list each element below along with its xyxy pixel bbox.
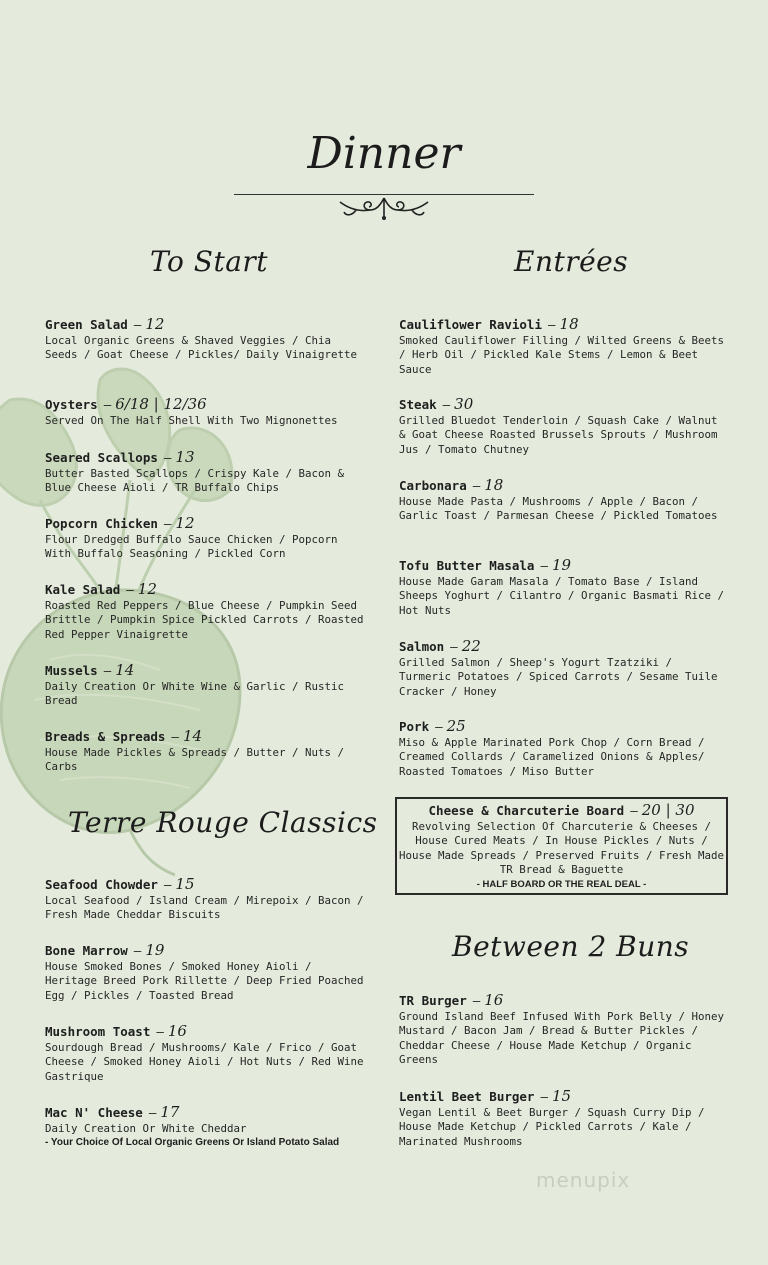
item-name: TR Burger [399,993,467,1008]
menu-item-tofu-butter-masala [399,557,729,618]
item-name: Popcorn Chicken [45,516,158,531]
dash: — [103,397,112,412]
dash: — [103,663,112,678]
item-price: 17 [160,1103,180,1121]
menu-item-breads-spreads [45,728,365,775]
item-price: 13 [175,448,195,466]
dash: — [133,317,142,332]
item-price: 20 | 30 [641,801,695,819]
menu-item-seared-scallops [45,449,365,496]
menu-item-bone-marrow [45,942,365,1003]
item-price: 12 [137,580,157,598]
menu-item-kale-salad [45,581,365,642]
dash: — [540,558,548,573]
dash: — [548,317,556,332]
item-description: Miso & Apple Marinated Pork Chop / Corn Bread / Creamed Collards / Caramelized Onions & Apples/ Roasted Tomatoes / Miso Butter [399,736,705,778]
item-name: Carbonara [399,478,467,493]
item-name: Pork [399,719,430,734]
item-name: Mussels [45,663,98,678]
dash: — [472,478,481,493]
item-description: House Smoked Bones / Smoked Honey Aioli / Heritage Breed Pork Rillette / Deep Fried Poached Egg / Pickles / Toasted Bread [45,960,364,1002]
item-price: 15 [175,875,195,893]
item-price: 12 [175,514,195,532]
item-description: Served On The Half Shell With Two Mignonettes [45,414,338,427]
item-name: Seafood Chowder [45,877,158,892]
dash: — [163,877,172,892]
menu-item-lentil-beet-burger [399,1088,729,1149]
item-price: 19 [552,556,572,574]
dash: — [163,516,172,531]
menu-item-tr-burger [399,992,729,1068]
item-name: Steak [399,397,437,412]
item-description: Daily Creation Or White Cheddar [45,1122,247,1135]
item-note: - Your Choice Of Local Organic Greens Or Island Potato Salad [45,1137,340,1149]
dash: — [171,729,179,744]
item-description: Local Seafood / Island Cream / Mirepoix / Bacon / Fresh Made Cheddar Biscuits [45,894,364,922]
item-description: Roasted Red Peppers / Blue Cheese / Pumpkin Seed Brittle / Pumpkin Spice Pickled Carrots / Roasted Red Pepper Vinaigrette [45,599,364,641]
item-description: House Made Pickles & Spreads / Butter / Nuts / Carbs [45,746,345,774]
menu-item-cauliflower-ravioli [399,316,729,377]
watermark: menupix [536,1168,631,1192]
item-name: Oysters [45,397,98,412]
item-price: 19 [145,941,165,959]
page-title: Dinner [307,128,461,179]
dash: — [435,719,443,734]
item-price: 14 [115,661,135,679]
item-description: Vegan Lentil & Beet Burger / Squash Curry Dip / House Made Ketchup / Pickled Carrots / Kale / Marinated Mushrooms [399,1106,705,1148]
dash: — [133,943,142,958]
item-name: Salmon [399,639,445,654]
item-description: House Made Garam Masala / Tomato Base / Island Sheeps Yoghurt / Cilantro / Organic Basmati Rice / Hot Nuts [399,575,725,617]
item-name: Cauliflower Ravioli [399,317,542,332]
item-name: Lentil Beet Burger [399,1089,535,1104]
classics-heading: Terre Rouge Classics [68,806,378,839]
item-price: 18 [559,315,579,333]
item-name: Bone Marrow [45,943,128,958]
item-price: 12 [145,315,165,333]
cheese-charcuterie-box [395,797,728,895]
dash: — [630,803,638,818]
menu-item-green-salad [45,316,365,363]
dash: — [442,397,451,412]
menu-item-popcorn-chicken [45,515,365,562]
item-note: - HALF BOARD OR THE REAL DEAL - [476,878,647,890]
dash: — [163,450,172,465]
dash: — [472,993,481,1008]
menu-item-oysters [45,396,365,428]
menu-item-seafood-chowder [45,876,365,923]
item-price: 30 [454,395,474,413]
item-price: 14 [182,727,203,745]
item-price: 16 [484,991,504,1009]
item-description: Sourdough Bread / Mushrooms/ Kale / Frico / Goat Cheese / Smoked Honey Aioli / Hot Nuts / Red Wine Gastrique [45,1041,364,1083]
item-description: Smoked Cauliflower Filling / Wilted Greens & Beets / Herb Oil / Pickled Kale Stems / Lemon & Beet Sauce [399,334,725,376]
item-description: Butter Basted Scallops / Crispy Kale / Bacon & Blue Cheese Aioli / TR Buffalo Chips [45,467,345,495]
item-name: Kale Salad [45,582,121,597]
dash: — [148,1105,157,1120]
menu-item-salmon [399,638,729,699]
menu-item-mushroom-toast [45,1023,365,1084]
item-price: 25 [446,717,466,735]
item-name: Breads & Spreads [45,729,166,744]
item-name: Mushroom Toast [45,1024,151,1039]
item-name: Green Salad [45,317,128,332]
item-description: Ground Island Beef Infused With Pork Belly / Honey Mustard / Bacon Jam / Bread & Butter Pickles / Cheddar Cheese / House Made Ketchup / Organic Greens [399,1010,725,1067]
item-price: 18 [484,476,504,494]
item-description: Daily Creation Or White Wine & Garlic / Rustic Bread [45,680,345,708]
menu-item-carbonara [399,477,729,524]
menu-item-mac-n-cheese [45,1104,365,1149]
item-description: Grilled Bluedot Tenderloin / Squash Cake / Walnut & Goat Cheese Roasted Brussels Sprouts / Mushroom Jus / Tomato Chutney [399,414,718,456]
item-price: 16 [167,1022,187,1040]
ornamental-flourish-icon [336,194,432,224]
menu-item-steak [399,396,729,457]
item-name: Mac N' Cheese [45,1105,143,1120]
to-start-heading: To Start [150,245,269,278]
item-description: Flour Dredged Buffalo Sauce Chicken / Popcorn With Buffalo Seasoning / Pickled Corn [45,533,338,561]
dash: — [126,582,134,597]
item-price: 15 [552,1087,572,1105]
item-price: 22 [461,637,481,655]
entrees-heading: Entrées [514,245,629,278]
item-description: Local Organic Greens & Shaved Veggies / Chia Seeds / Goat Cheese / Pickles/ Daily Vinaigrette [45,334,358,362]
between-2-buns-heading: Between 2 Buns [452,930,690,963]
item-description: House Made Pasta / Mushrooms / Apple / Bacon / Garlic Toast / Parmesan Cheese / Pickled Tomatoes [399,495,718,523]
menu-item-mussels [45,662,365,709]
dash: — [450,639,458,654]
item-description: Grilled Salmon / Sheep's Yogurt Tzatziki / Turmeric Potatoes / Spiced Carrots / Sesame Tuile Cracker / Honey [399,656,718,698]
dash: — [540,1089,548,1104]
item-name: Seared Scallops [45,450,158,465]
item-description: Revolving Selection Of Charcuterie & Cheeses / House Cured Meats / In House Pickles / Nuts / House Made Spreads / Preserved Fruits / Fresh Made TR Bread & Baguette [398,820,724,877]
item-name: Cheese & Charcuterie Board [428,803,625,818]
menu-item-pork [399,718,729,779]
item-price: 6/18 | 12/36 [115,395,207,413]
dash: — [156,1024,164,1039]
item-name: Tofu Butter Masala [399,558,535,573]
